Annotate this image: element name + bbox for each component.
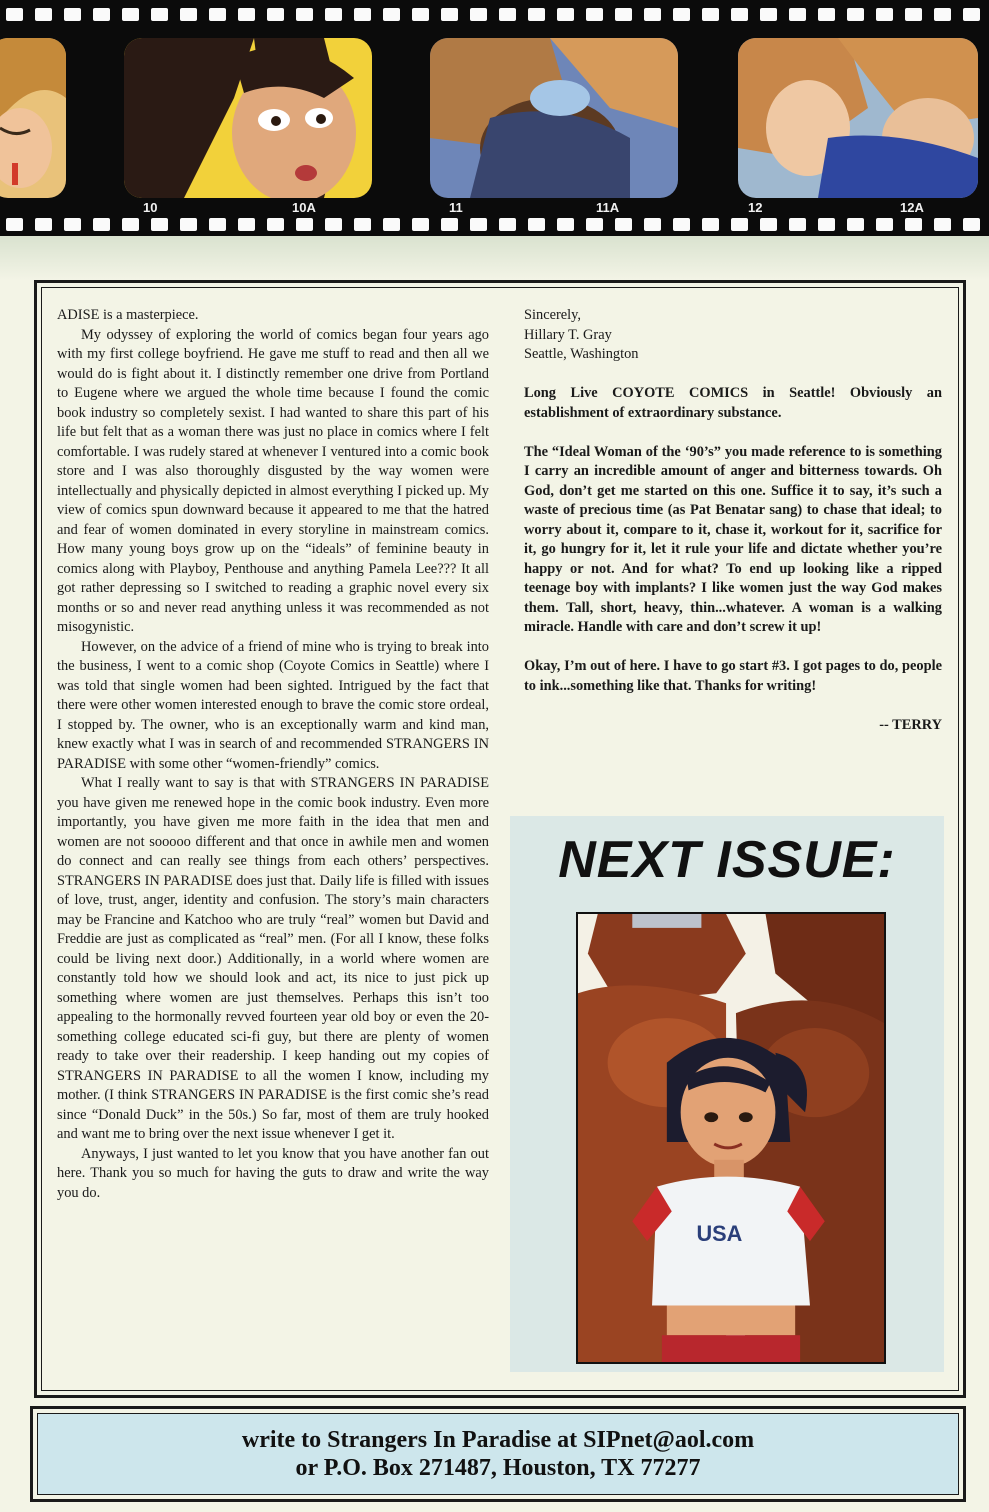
letter-closing: Sincerely, xyxy=(524,307,582,323)
sprocket-hole xyxy=(731,218,748,231)
reply-signoff: -- TERRY xyxy=(879,716,942,733)
reader-letter xyxy=(57,306,489,1203)
sprocket-hole xyxy=(122,218,139,231)
sprocket-hole xyxy=(905,8,922,21)
svg-text:USA: USA xyxy=(696,1221,743,1247)
sprocket-hole xyxy=(296,8,313,21)
sprocket-hole xyxy=(325,218,342,231)
letter-paragraph: My odyssey of exploring the world of comics began four years ago with my first college boyfriend. He gave me stuff to read and then all we would do is fight about it. I distinctly remember one drive from Portland to Eugene where we argued the whole time because I found the comic book industry so completely sexist. I had wanted to share this part of his life but felt that as a woman there was just no place in comics where I felt comfortable. I was rudely stared at whenever I ventured into a comic book store and I was also thoroughly disgusted by the way women were intellectually and physically depicted in almost everything I picked up. My view of comics spun downward because it appeared to me that the hatred and fear of women dominated in every storyline in mainstream comics. How many young boys grow up on the “ideals” of feminine beauty in comics along with Playboy, Penthouse and anything Pamela Lee??? It all got rather depressing so I switched to reading a graphic novel every six months or so and never read anything unless it was recommended as not misogynistic. xyxy=(57,326,490,635)
letter-signature-location: Seattle, Washington xyxy=(524,346,639,362)
sprocket-hole xyxy=(267,8,284,21)
sprocket-hole xyxy=(470,218,487,231)
sprocket-hole xyxy=(847,8,864,21)
next-issue-panel xyxy=(510,816,944,1372)
sprocket-hole xyxy=(673,218,690,231)
frame-number-11A: 11A xyxy=(596,200,620,215)
sprocket-hole xyxy=(876,218,893,231)
sprocket-hole xyxy=(731,8,748,21)
sprocket-hole xyxy=(644,218,661,231)
film-strip-fade xyxy=(0,236,989,280)
frame-number-11: 11 xyxy=(449,200,463,215)
sprocket-hole xyxy=(93,218,110,231)
sprocket-row-bottom xyxy=(0,218,989,236)
frame-number-12A: 12A xyxy=(900,200,924,215)
sprocket-hole xyxy=(209,218,226,231)
letter-box xyxy=(34,280,966,1398)
sprocket-hole xyxy=(122,8,139,21)
film-frame-11A xyxy=(430,38,678,198)
sprocket-hole xyxy=(499,8,516,21)
letter-paragraph: Anyways, I just wanted to let you know that you have another fan out here. Thank you so much for having the guts to draw and write the way you do. xyxy=(57,1145,489,1201)
letter-paragraph: What I really want to say is that with STRANGERS IN PARADISE you have given me renewed hope in the comic book industry. Even more importantly, you have given me more faith in the idea that men and women are not sooooo different and that once in awhile men and women do connect and can really see things from each others’ perspectives. STRANGERS IN PARADISE does just that. Daily life is filled with issues of love, trust, anger, identity and confusion. The story’s main characters may be Francine and Katchoo who are truly “real” women but David and Freddie are just as complicated as “real” men. (For all I know, these folks could be living next door.) Additionally, in a world where women are constantly told how we should look and act, its nice to just pick up something where women are just themselves. Perhaps this isn’t too appealing to the hormonally revved fourteen year old boy or even the 20-something college educated sci-fi guy, but there are plenty of women ready to take over their readership. I keep handing out my copies of STRANGERS IN PARADISE to all the women I know, including my mother. (I think STRANGERS IN PARADISE is the first comic she’s read since “Donald Duck” in the 50s.) So far, most of them are truly hooked and want me to bring over the next issue whenever I get it. xyxy=(57,775,489,1142)
sprocket-hole xyxy=(528,8,545,21)
sprocket-hole xyxy=(905,218,922,231)
reply-paragraph: The “Ideal Woman of the ‘90’s” you made reference to is something I carry an incredible amount of anger and bitterness towards. Oh God, don’t get me started on this one. Suffice it to say, it’s such a waste of precious time (as Pat Benatar sang) to chase that ideal; to worry about it, compare to it, chase it, workout for it, sacrifice for it, go hungry for it, let it rule your life and dictate whether you’re happy or not. And for what? To end up looking like a ripped teenage boy with implants? I like women just the way God makes them. Tall, short, heavy, thin...whatever. A woman is a walking miracle. Handle with care and don’t screw it up! xyxy=(524,443,942,635)
address-line-email: write to Strangers In Paradise at SIPnet@aol.com xyxy=(241,1427,755,1453)
sprocket-hole xyxy=(673,8,690,21)
sprocket-hole xyxy=(354,218,371,231)
sprocket-hole xyxy=(760,218,777,231)
sprocket-hole xyxy=(93,8,110,21)
sprocket-hole xyxy=(180,8,197,21)
sprocket-hole xyxy=(383,8,400,21)
frame-number-10A: 10A xyxy=(292,200,316,215)
letter-signature-name: Hillary T. Gray xyxy=(524,326,612,343)
sprocket-hole xyxy=(6,8,23,21)
next-issue-title: NEXT ISSUE: xyxy=(558,831,896,889)
sprocket-hole xyxy=(818,8,835,21)
letter-box-inner xyxy=(41,287,959,1391)
reply-paragraph: Okay, I’m out of here. I have to go start #3. I got pages to do, people to ink...something like that. Thanks for writing! xyxy=(524,658,942,694)
sprocket-hole xyxy=(64,218,81,231)
reply-paragraph: Long Live COYOTE COMICS in Seattle! Obviously an establishment of extraordinary substance. xyxy=(524,385,942,421)
sprocket-hole xyxy=(412,8,429,21)
sprocket-hole xyxy=(557,218,574,231)
sprocket-hole xyxy=(644,8,661,21)
sprocket-hole xyxy=(470,8,487,21)
sprocket-hole xyxy=(789,218,806,231)
sprocket-hole xyxy=(441,218,458,231)
sprocket-hole xyxy=(528,218,545,231)
address-line-mail: or P.O. Box 271487, Houston, TX 77277 xyxy=(295,1455,701,1481)
sprocket-hole xyxy=(818,218,835,231)
next-issue-cover-art xyxy=(576,912,886,1364)
film-strip xyxy=(0,0,989,236)
film-frame-10A xyxy=(124,38,372,198)
sprocket-hole xyxy=(35,218,52,231)
frame-number-10: 10 xyxy=(143,200,158,215)
sprocket-hole xyxy=(847,218,864,231)
sprocket-hole xyxy=(6,218,23,231)
sprocket-hole xyxy=(209,8,226,21)
sprocket-row-top xyxy=(0,8,989,26)
sprocket-hole xyxy=(557,8,574,21)
sprocket-hole xyxy=(238,218,255,231)
sprocket-hole xyxy=(760,8,777,21)
sprocket-hole xyxy=(876,8,893,21)
sprocket-hole xyxy=(180,218,197,231)
sprocket-hole xyxy=(615,8,632,21)
sprocket-hole xyxy=(35,8,52,21)
frame-number-12: 12 xyxy=(748,200,763,215)
sprocket-hole xyxy=(296,218,313,231)
film-frame-10-partial xyxy=(0,38,66,198)
sprocket-hole xyxy=(702,8,719,21)
address-box-inner xyxy=(37,1413,959,1495)
sprocket-hole xyxy=(789,8,806,21)
sprocket-hole xyxy=(934,218,951,231)
sprocket-hole xyxy=(354,8,371,21)
sprocket-hole xyxy=(151,218,168,231)
letter-paragraph: However, on the advice of a friend of mine who is trying to break into the business, I went to a comic shop (Coyote Comics in Seattle) where I was told that single women had been sighted. Intrigued by the fact that there were other women interested enough to brave the comic store ordeal, I stopped by. The owner, who is an exceptionally warm and kind man, knew exactly what I was in search of and recommended STRANGERS IN PARADISE with some other “women-friendly” comics. xyxy=(57,638,489,772)
sprocket-hole xyxy=(934,8,951,21)
sprocket-hole xyxy=(64,8,81,21)
sprocket-hole xyxy=(441,8,458,21)
sprocket-hole xyxy=(963,218,980,231)
sprocket-hole xyxy=(499,218,516,231)
address-box xyxy=(30,1406,966,1502)
sprocket-hole xyxy=(412,218,429,231)
sprocket-hole xyxy=(586,8,603,21)
reply-column xyxy=(524,306,942,735)
letter-paragraph: ADISE is a masterpiece. xyxy=(57,307,199,323)
sprocket-hole xyxy=(238,8,255,21)
sprocket-hole xyxy=(702,218,719,231)
sprocket-hole xyxy=(586,218,603,231)
sprocket-hole xyxy=(151,8,168,21)
sprocket-hole xyxy=(615,218,632,231)
film-frame-12A xyxy=(738,38,978,198)
sprocket-hole xyxy=(325,8,342,21)
sprocket-hole xyxy=(963,8,980,21)
sprocket-hole xyxy=(267,218,284,231)
sprocket-hole xyxy=(383,218,400,231)
